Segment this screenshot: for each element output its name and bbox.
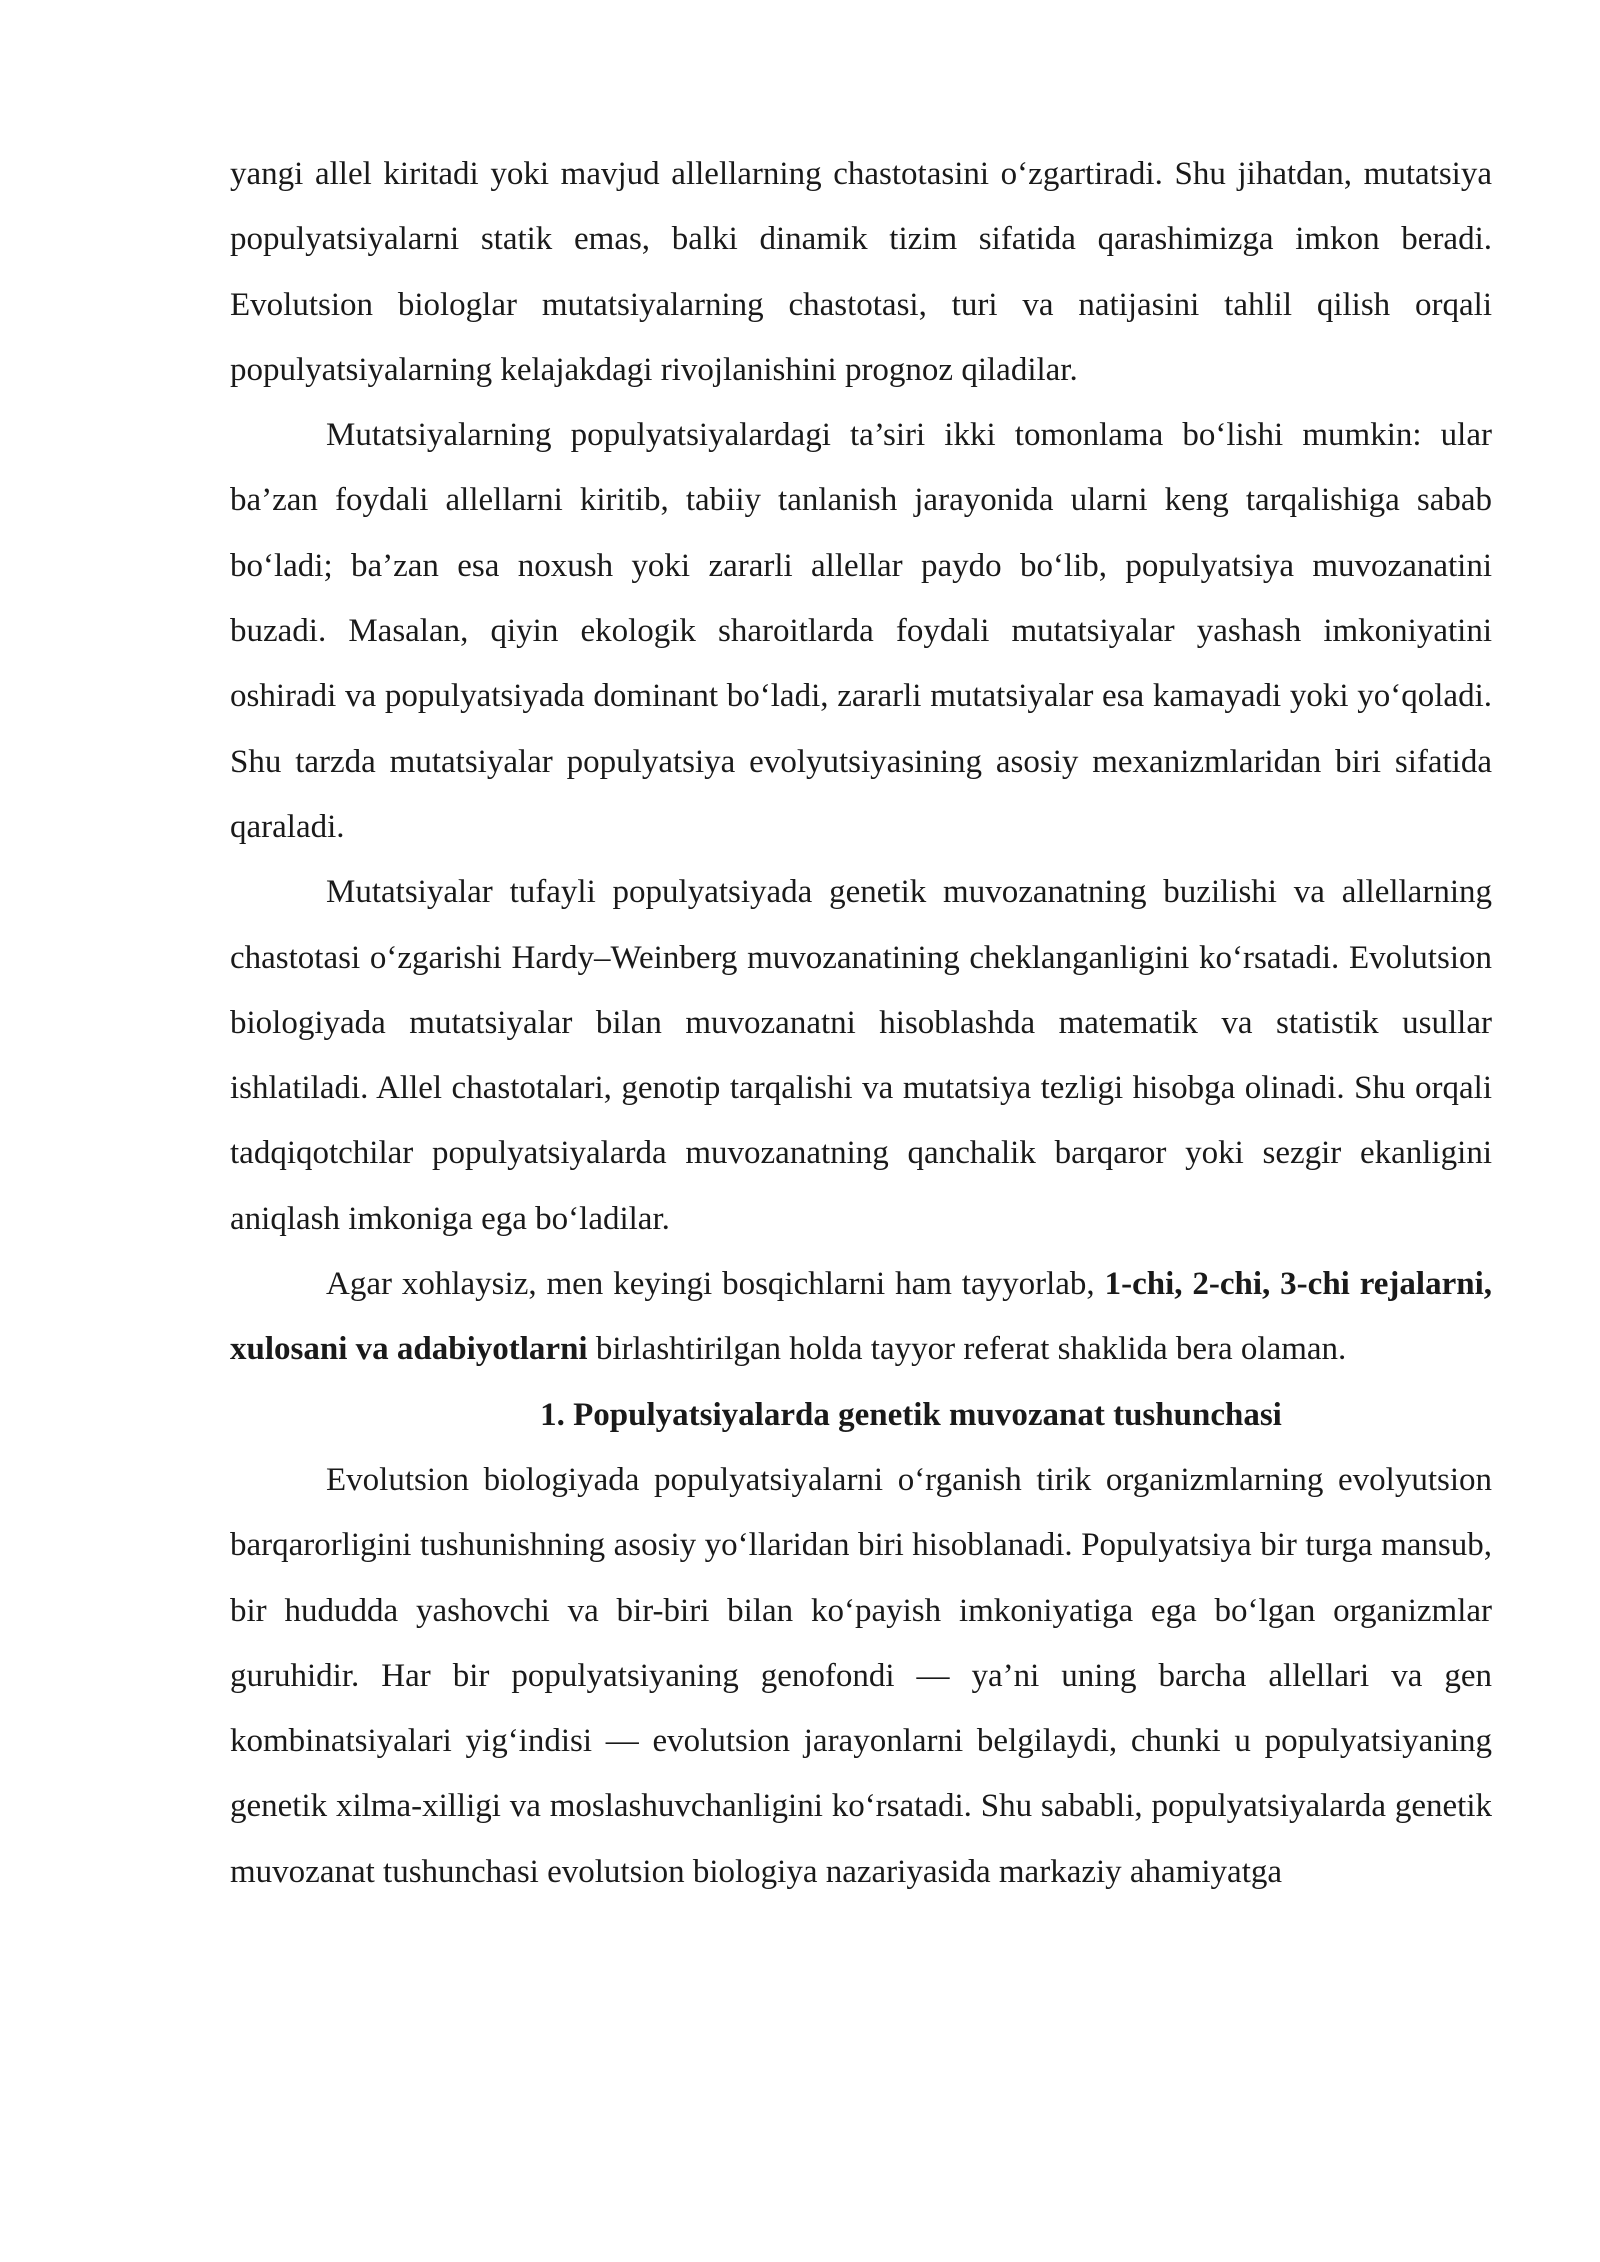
paragraph-offer: [230, 1252, 1492, 1383]
paragraph-mutation-effects: Mutatsiyalarning populyatsiyalardagi ta’siri ikki tomonlama bo‘lishi mumkin: ular ba’zan foydali allellarni kiritib, tabiiy tanlanish jarayonida ularni keng tarqalishiga sabab bo‘ladi; ba’zan esa noxush yoki zararli allellar paydo bo‘lib, populyatsiya muvozanatini buzadi. Masalan, qiyin ekologik sharoitlarda foydali mutatsiyalar yashash imkoniyatini oshiradi va populyatsiyada dominant bo‘ladi, zararli mutatsiyalar esa kamayadi yoki yo‘qoladi. Shu tarzda mutatsiyalar populyatsiya evolyutsiyasining asosiy mexanizmlaridan biri sifatida qaraladi.: [230, 417, 1492, 845]
paragraph-mutation-dynamics: yangi allel kiritadi yoki mavjud allellarning chastotasini o‘zgartiradi. Shu jihatdan, mutatsiya populyatsiyalarni statik emas, balki dinamik tizim sifatida qarashimizga imkon beradi. Evolutsion biologlar mutatsiyalarning chastotasi, turi va natijasini tahlil qilish orqali populyatsiyalarning kelajakdagi rivojlanishini prognoz qiladilar.: [230, 156, 1492, 388]
offer-text-before: Agar xohlaysiz, men keyingi bosqichlarni ham tayyorlab,: [326, 1266, 1105, 1303]
section-heading: 1. Populyatsiyalarda genetik muvozanat tushunchasi: [540, 1396, 1282, 1433]
offer-text-after: birlashtirilgan holda tayyor referat shaklida bera olaman.: [587, 1331, 1347, 1368]
paragraph-population-concept: Evolutsion biologiyada populyatsiyalarni o‘rganish tirik organizmlarning evolyutsion barqarorligini tushunishning asosiy yo‘llaridan biri hisoblanadi. Populyatsiya bir turga mansub, bir hududda yashovchi va bir-biri bilan ko‘payish imkoniyatiga ega bo‘lgan organizmlar guruhidir. Har bir populyatsiyaning genofondi — ya’ni uning barcha allellari va gen kombinatsiyalari yig‘indisi — evolutsion jarayonlarni belgilaydi, chunki u populyatsiyaning genetik xilma-xilligi va moslashuvchanligini ko‘rsatadi. Shu sababli, populyatsiyalarda genetik muvozanat tushunchasi evolutsion biologiya nazariyasida markaziy ahamiyatga: [230, 1461, 1492, 1890]
page-content: [230, 142, 1492, 1905]
offer-text-bold: 1-chi, 2-chi, 3-chi rejalarni, xulosani va adabiyotlarni: [230, 1266, 1493, 1368]
paragraph-hardy-weinberg: Mutatsiyalar tufayli populyatsiyada genetik muvozanatning buzilishi va allellarning chastotasi o‘zgarishi Hardy–Weinberg muvozanatining cheklanganligini ko‘rsatadi. Evolutsion biologiyada mutatsiyalar bilan muvozanatni hisoblashda matematik va statistik usullar ishlatiladi. Allel chastotalari, genotip tarqalishi va mutatsiya tezligi hisobga olinadi. Shu orqali tadqiqotchilar populyatsiyalarda muvozanatning qanchalik barqaror yoki sezgir ekanligini aniqlash imkoniga ega bo‘ladilar.: [230, 874, 1492, 1237]
